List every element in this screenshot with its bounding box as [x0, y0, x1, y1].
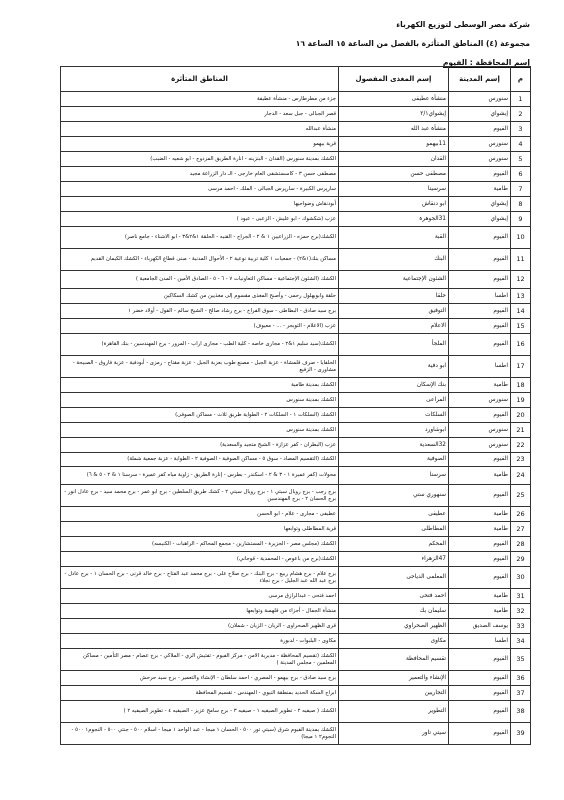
row-number: 12: [511, 271, 531, 289]
row-number: 21: [511, 423, 531, 438]
row-city: طامية: [449, 467, 511, 485]
row-city: اطسا: [449, 356, 511, 378]
row-feeder: ابو دفية: [339, 356, 449, 378]
row-areas: الكشك (مجلس مصر - الجزيرة - المستشارين - مجمع المحاكم - الراهبات - الكنيسه): [61, 537, 339, 552]
company-name: شركة مصر الوسطى لتوزيع الكهرباء: [396, 20, 530, 29]
row-feeder: الصوفية: [339, 453, 449, 467]
row-feeder: الملجأ: [339, 334, 449, 356]
row-city: الفيوم: [449, 227, 511, 249]
table-row: [61, 522, 531, 537]
row-number: 31: [511, 589, 531, 604]
table-row: [61, 671, 531, 686]
row-city: سنورس: [449, 438, 511, 453]
row-areas: الكشك بمدينة سنورس: [61, 393, 339, 408]
row-number: 14: [511, 304, 531, 319]
table-row: [61, 378, 531, 393]
row-number: 11: [511, 249, 531, 271]
row-areas: الحلفايا - صرف قلمشاة - عزبة الجبل - مصنع طوب بعزبة الجبل - عزبة مقتاح - رمزى - أبودفية - عزبة فاروق - الصبيحة - مشاورى - الزفيع: [61, 356, 339, 378]
row-areas: قرى الظهير الصحراوى - الريان - الزيان - شملان): [61, 619, 339, 634]
outage-table: [60, 66, 531, 745]
table-row: [61, 619, 531, 634]
row-city: طامية: [449, 507, 511, 522]
row-feeder: بنك الإسكان: [339, 378, 449, 393]
row-areas: الكشك(سيد سليم ١&٢ - مجارى خاصه - كلية الطب - مجارى اراب - المرور - برج المهندسين - بنك القاهرة): [61, 334, 339, 356]
row-city: الفيوم: [449, 408, 511, 423]
row-number: 16: [511, 334, 531, 356]
col-header-areas: المناطق المتأثرة: [61, 67, 339, 92]
row-number: 6: [511, 167, 531, 182]
row-areas: برج رجب - برج رويال سيتي ١ - برج رويال سيتي ٢ - كشك طريق السلطين - برج ابو عمر - برج محمد سيد - برج عادل انور - برج الحسان ٢ - برج المهندسين: [61, 485, 339, 507]
table-row: [61, 107, 531, 122]
page-number: ٠: [280, 716, 283, 721]
row-areas: أبودنقاش وضواحيها: [61, 197, 339, 212]
table-row: [61, 408, 531, 423]
row-feeder: المطاطلى: [339, 522, 449, 537]
row-areas: الكشك بمدينة طامية: [61, 378, 339, 393]
row-areas: منشأة الجمال - أجزاء من قلهمبة وتوابعها: [61, 604, 339, 619]
table-row: [61, 686, 531, 701]
row-areas: محولات (كفر عميرة ١ - ٣ & ٢ - اسكندر - بطرس - إنارة الطريق - زاوية مياه كفر عميرة - سرسنا ١ & ٢ - ٥ & ٦): [61, 467, 339, 485]
row-feeder: سيتي تاور: [339, 723, 449, 745]
row-city: يوسف الصديق: [449, 619, 511, 634]
row-feeder: سنهوري ستي: [339, 485, 449, 507]
row-city: الفيوم: [449, 552, 511, 567]
row-city: الفيوم: [449, 485, 511, 507]
row-city: طامية: [449, 604, 511, 619]
row-feeder: الشئون الإجتماعية: [339, 271, 449, 289]
row-number: 35: [511, 649, 531, 671]
row-number: 20: [511, 408, 531, 423]
row-areas: حلقة وابوبهلول رحمى - وأصبح المغذى مقسوم إلى مغذيين من كشك السكاكين: [61, 289, 339, 304]
table-row: [61, 552, 531, 567]
table-row: [61, 92, 531, 107]
row-feeder: الاعلام: [339, 319, 449, 334]
row-city: سنورس: [449, 423, 511, 438]
table-row: [61, 393, 531, 408]
table-row: [61, 649, 531, 671]
row-city: الفيوم: [449, 304, 511, 319]
table-row: [61, 249, 531, 271]
table-row: [61, 227, 531, 249]
row-city: سنورس: [449, 393, 511, 408]
row-number: 37: [511, 686, 531, 701]
row-number: 18: [511, 378, 531, 393]
table-row: [61, 182, 531, 197]
row-number: 27: [511, 522, 531, 537]
row-areas: مساكن بنك(١&٢) - جمعيات ١ كلية تربية نوعية ٢ - الأحوال المدنية - مبنى قطاع الكهرباء - الكشك الكيمان القديم: [61, 249, 339, 271]
table-row: [61, 271, 531, 289]
row-city: الفيوم: [449, 453, 511, 467]
row-city: سنورس: [449, 92, 511, 107]
table-row: [61, 304, 531, 319]
row-number: 10: [511, 227, 531, 249]
row-feeder: القبة: [339, 227, 449, 249]
row-city: الفيوم: [449, 723, 511, 745]
row-city: طامية: [449, 182, 511, 197]
table-row: [61, 507, 531, 522]
row-feeder: 32السعدية: [339, 438, 449, 453]
row-areas: الكشك (السلكات ١ - السلكات ٢ - الطواية طريق ثلاث - مساكن الصوفى): [61, 408, 339, 423]
table-row: [61, 334, 531, 356]
row-number: 2: [511, 107, 531, 122]
row-city: إبشواي: [449, 107, 511, 122]
table-row: [61, 589, 531, 604]
table-row: [61, 467, 531, 485]
table-row: [61, 438, 531, 453]
row-number: 24: [511, 467, 531, 485]
table-row: [61, 485, 531, 507]
row-feeder: الظهير الصحراوي: [339, 619, 449, 634]
row-feeder: منشأة عبد الله: [339, 122, 449, 137]
row-number: 38: [511, 701, 531, 723]
row-feeder: السلكات: [339, 408, 449, 423]
row-feeder: تقسيم المحافظة: [339, 649, 449, 671]
row-areas: عزب (شكشوك - ابو عليش - الزعبى - عيود ): [61, 212, 339, 227]
governorate-text: إسم المحافظة : الفيوم: [442, 58, 530, 67]
row-city: طامية: [449, 522, 511, 537]
row-city: الفيوم: [449, 671, 511, 686]
row-city: الفيوم: [449, 319, 511, 334]
row-feeder: حلقا: [339, 289, 449, 304]
col-header-city: إسم المدينة: [449, 67, 511, 92]
row-number: 26: [511, 507, 531, 522]
row-number: 17: [511, 356, 531, 378]
row-feeder: 31الجوهرة: [339, 212, 449, 227]
row-areas: الكشك(برج حمزه - الزراعيين ١ & ٢ - الجراج - القنيه - الحلقة ١&٢&٣ - ابو الاشناء - جامع ناصر): [61, 227, 339, 249]
row-city: طامية: [449, 589, 511, 604]
table-row: [61, 197, 531, 212]
table-header-row: [61, 67, 531, 92]
row-feeder: المراعى: [339, 393, 449, 408]
row-number: 3: [511, 122, 531, 137]
row-city: الفيوم: [449, 537, 511, 552]
row-number: 36: [511, 671, 531, 686]
row-areas: الكشك(برج من باعوص - المحمدية - قوجاني): [61, 552, 339, 567]
row-city: الفيوم: [449, 122, 511, 137]
row-feeder: التطوير: [339, 701, 449, 723]
row-city: سنورس: [449, 152, 511, 167]
row-feeder: مكاوى: [339, 634, 449, 649]
row-feeder: سرسنا: [339, 467, 449, 485]
row-areas: الكشك بمدينة الفيوم شرق (سيتي تور ٥٠٠ - الحسان ١ ميجا - عبد الواحد ١ ميجا - اسلام ٥٠٠ - جنتي ٥٠٠ - النجوم١ ٥٠٠ - النجوم٢ ١ ميجا): [61, 723, 339, 745]
row-number: 34: [511, 634, 531, 649]
row-city: الفيوم: [449, 649, 511, 671]
row-areas: جزء من مطرطارس - منشأة عطيفة: [61, 92, 339, 107]
row-feeder: 47الزهراء: [339, 552, 449, 567]
table-row: [61, 356, 531, 378]
col-header-feeder: إسم المغذى المفصول: [339, 67, 449, 92]
row-number: 7: [511, 182, 531, 197]
row-city: الفيوم: [449, 167, 511, 182]
row-city: الفيوم: [449, 686, 511, 701]
row-city: إبشواي: [449, 197, 511, 212]
table-row: [61, 634, 531, 649]
row-areas: الكشك (الشئون الإجتماعية - مساكن التعاونيات ٧ - ٦ - ٥ - الصادق الأمين - المدن الجامعية ): [61, 271, 339, 289]
group-title: مجموعة (٤) المناطق المتأثرة بالفصل من الساعة ١٥ الساعة ١٦: [295, 39, 530, 48]
row-areas: مصطفى حسن ٣ - كاسستشفى العام خارجى - الـ دار الزراعة مجيد: [61, 167, 339, 182]
row-number: 23: [511, 453, 531, 467]
row-number: 1: [511, 92, 531, 107]
table-row: [61, 212, 531, 227]
row-city: الفيوم: [449, 701, 511, 723]
row-areas: قرية المطاطلى وتوابعها: [61, 522, 339, 537]
table-row: [61, 137, 531, 152]
row-city: الفيوم: [449, 249, 511, 271]
table-body: [61, 92, 531, 745]
row-areas: الكشك بمدينة سنورس: [61, 423, 339, 438]
table-row: [61, 701, 531, 723]
row-city: الفيوم: [449, 567, 511, 589]
row-number: 4: [511, 137, 531, 152]
table-row: [61, 319, 531, 334]
row-number: 28: [511, 537, 531, 552]
row-city: إبشواي: [449, 212, 511, 227]
row-city: الفيوم: [449, 334, 511, 356]
row-areas: عزب (الاعلام - التويجر - ... - معيوف): [61, 319, 339, 334]
row-feeder: احمد فتحى: [339, 589, 449, 604]
row-number: 29: [511, 552, 531, 567]
row-areas: الكشك (تقسيم المحافظة - مديرية الامن - مركز الفيوم - تفتيش الري - الملاكي - برج عصام - مصر التأمين - مساكن المعلمين - مجلس المدينة ): [61, 649, 339, 671]
row-city: طامية: [449, 378, 511, 393]
row-feeder: عطيفى: [339, 507, 449, 522]
row-number: 30: [511, 567, 531, 589]
row-number: 22: [511, 438, 531, 453]
row-number: 19: [511, 393, 531, 408]
table-row: [61, 604, 531, 619]
row-feeder: 11بيهمو: [339, 137, 449, 152]
row-number: 25: [511, 485, 531, 507]
row-areas: احمد فتحى - عبدالرازق مرسى: [61, 589, 339, 604]
row-feeder: سليمان بك: [339, 604, 449, 619]
row-number: 15: [511, 319, 531, 334]
table-row: [61, 152, 531, 167]
row-number: 13: [511, 289, 531, 304]
row-areas: قرية بيهمو: [61, 137, 339, 152]
row-city: اطسا: [449, 289, 511, 304]
row-feeder: القدان: [339, 152, 449, 167]
row-areas: ابراج السكة الحديد بمنطقة النيوي - المهندس - تقسيم المحافظة: [61, 686, 339, 701]
table-row: [61, 122, 531, 137]
row-number: 39: [511, 723, 531, 745]
row-number: 9: [511, 212, 531, 227]
row-feeder: البنك: [339, 249, 449, 271]
row-feeder: الإنشاء والتعمير: [339, 671, 449, 686]
row-areas: منشأة عبدالله: [61, 122, 339, 137]
row-number: 32: [511, 604, 531, 619]
table-row: [61, 289, 531, 304]
row-city: سنورس: [449, 137, 511, 152]
row-city: اطسا: [449, 634, 511, 649]
table-row: [61, 167, 531, 182]
row-areas: سارپرس الكبيرة - سارپرس الجبالى - الملك - احمد مرسى: [61, 182, 339, 197]
row-number: 8: [511, 197, 531, 212]
row-feeder: ابو دنقاش: [339, 197, 449, 212]
row-areas: الكشك بمدينة سنورس (القدان - البنزينه - انارة الطريق المزدوج - ابو شعيه - الضبب): [61, 152, 339, 167]
row-city: الفيوم: [449, 271, 511, 289]
row-number: 33: [511, 619, 531, 634]
row-feeder: التوفيق: [339, 304, 449, 319]
row-feeder: المحكم: [339, 537, 449, 552]
table-row: [61, 723, 531, 745]
row-areas: عزب (البطران - كفر عزازة - الشيخ متجيد والسعدية): [61, 438, 339, 453]
row-feeder: منشأة عطيفى: [339, 92, 449, 107]
row-areas: عطيفى - مجارى - علام - ابو الحسن: [61, 507, 339, 522]
row-areas: برج سيد صادق - البطاطى - سوق الفراخ - برج رشاد صالح - الشيخ سالم - الفول - أولاد خضر ١: [61, 304, 339, 319]
col-header-number: م: [511, 67, 531, 92]
row-areas: قصر الجبالى - جبل سعد - الدجار: [61, 107, 339, 122]
row-areas: الكشك (التقسيم المصاد - سوق ٥ - مساكن الصوفية - الصوفية ٢ - الطواية - عزبة جمعية شملة): [61, 453, 339, 467]
row-areas: برج علام - برج هشام ربيع - برج البنك - برج صلاح على - برج محمد عبد الفتاح - برج خالد قرنى - برج الحسان ١ - برج عادل - برج عبد الله عبد الجليل - برج نجلاء: [61, 567, 339, 589]
row-feeder: سرسينا: [339, 182, 449, 197]
table-row: [61, 567, 531, 589]
row-feeder: إبشواي٢/١: [339, 107, 449, 122]
row-areas: برج سيد صادق - برج بيهمو - المصري - احمد سلطان - الإنشاء والتعمير - برج سيد حرحش: [61, 671, 339, 686]
row-feeder: ابوشاورد: [339, 423, 449, 438]
row-feeder: المعلمى الدياحى: [339, 567, 449, 589]
row-feeder: التجاريين: [339, 686, 449, 701]
table-row: [61, 423, 531, 438]
row-number: 5: [511, 152, 531, 167]
row-areas: مكاوى - البلبوات - لدبورة: [61, 634, 339, 649]
table-row: [61, 453, 531, 467]
row-feeder: مصطفى حسن: [339, 167, 449, 182]
row-areas: الكشك ( صيفيه ٢ - تطوير الصيفيه ١ - صيفيه ٣ - برج سامح عزيز - الصيفيه ٤ - تطوير الصيفيه ٢ ): [61, 701, 339, 723]
table-row: [61, 537, 531, 552]
